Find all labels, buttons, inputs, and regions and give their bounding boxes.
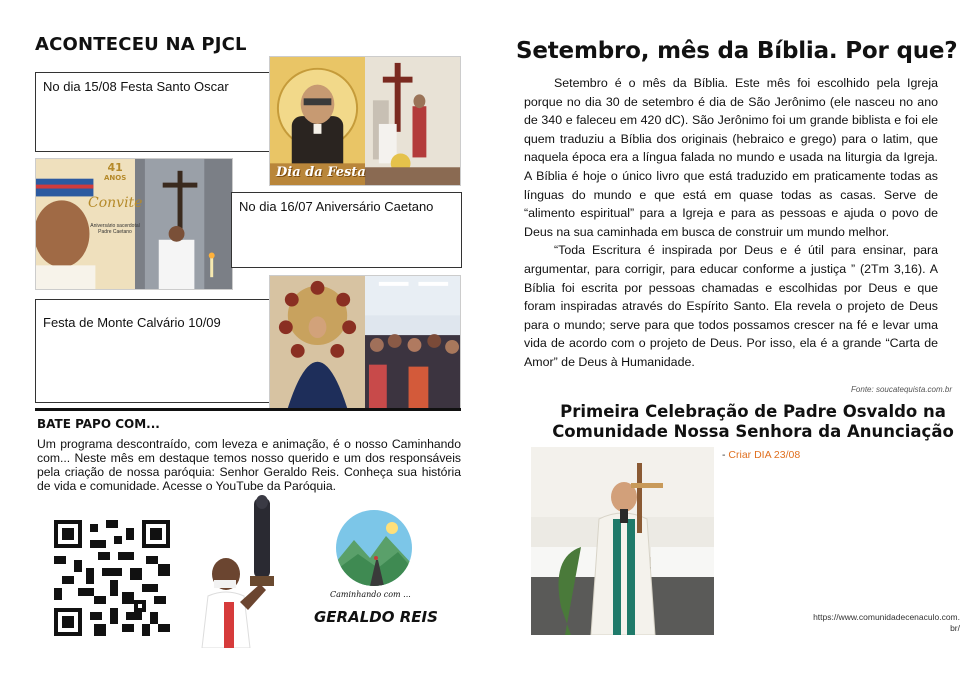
bate-papo-title: BATE PAPO COM... [37,417,160,431]
main-title: Setembro, mês da Bíblia. Por que? [516,38,958,64]
photo-santo-oscar [269,56,461,186]
convite-text: Convite [88,195,143,211]
event-label: No dia 15/08 Festa Santo Oscar [43,79,229,94]
credit-dash: - [722,449,729,461]
anos-word: ANOS [104,174,127,182]
anos-badge [104,163,126,183]
photo-monte-calvario [269,275,461,409]
url-line[interactable]: br/ [950,623,960,633]
article-paragraph: Setembro é o mês da Bíblia. Este mês foi escolhido pela Igreja porque no dia 30 de setembro é dia de São Jerônimo (ele nasceu no ano de 340 e faleceu em 420 dC). São Jerônimo foi um grande biblista e foi ele quem traduziu a Bíblia dos originais (hebraico e grego) para o latim, que naquela época era a língua falada no mundo e usada na liturgia da Igreja. A Bíblia é hoje o único livro que está traduzido em praticamente todas as línguas do mundo e que está em quase todas as casas. Serve de “alimento espiritual” para a Igreja e para as pessoas e ajuda o povo de Deus na sua caminhada em busca de construir um mundo melhor. [524,76,938,239]
anos-number: 41 [107,161,123,174]
article-body [524,74,938,372]
qr-code[interactable] [54,520,170,636]
photo-aniversario-caetano [35,158,233,290]
bate-papo-text: Um programa descontraído, com leveza e animação, é o nosso Caminhando com... Neste mês em destaque temos nosso querido e um dos responsáveis pela criação de nossa paróquia: Senhor Geraldo Reis. Conheça sua história de vida e comunidade. Acesse o YouTube da Paróquia. [37,437,461,493]
photo-padre-osvaldo [531,447,714,635]
credit-link[interactable]: Criar DIA 23/08 [728,449,801,461]
url-line[interactable]: https://www.comunidadecenaculo.com. [813,612,960,622]
event-label: Festa de Monte Calvário 10/09 [43,315,221,330]
celebration-title-line: Comunidade Nossa Senhora da Anunciação [552,422,954,441]
event-box-aniversario [231,192,462,268]
photo-geraldo-reis [200,492,280,648]
celebration-title [540,402,966,442]
article-paragraph: “Toda Escritura é inspirada por Deus e é útil para ensinar, para argumentar, para corrigir, para educar conforme a justiça ” (2Tm 3,16). A Bíblia foi escrita por pessoas chamadas e escolhidas por Deus e que foram inspiradas através do Espírito Santo. Ela revela o projeto de Deus para o mundo; serve para que todos possamos crescer na fé e levar uma vida de acordo com o projeto de Deus. Por isso, ela é a grande “Carta de Amor” de Deus à Humanidade. [524,243,938,369]
source-url[interactable] [780,612,960,634]
event-box-santo-oscar [35,72,271,152]
logo-name: GERALDO REIS [314,608,438,626]
celebration-title-line: Primeira Celebração de Padre Osvaldo na [560,402,946,421]
dia-da-festa-caption: Dia da Festa [276,165,366,180]
photo-credit[interactable] [722,449,800,461]
source-credit: Fonte: soucatequista.com.br [851,385,952,394]
caminhando-logo [336,510,412,586]
logo-caption: Caminhando com ... [330,590,411,599]
padre-line: Padre Caetano [98,229,132,235]
event-box-monte-calvario [35,299,271,403]
divider-rule [35,408,461,411]
aniversario-line: Aniversário sacerdotal [90,223,140,229]
aniversario-text [90,223,140,235]
section-title: ACONTECEU NA PJCL [35,34,247,55]
event-label: No dia 16/07 Aniversário Caetano [239,199,434,214]
